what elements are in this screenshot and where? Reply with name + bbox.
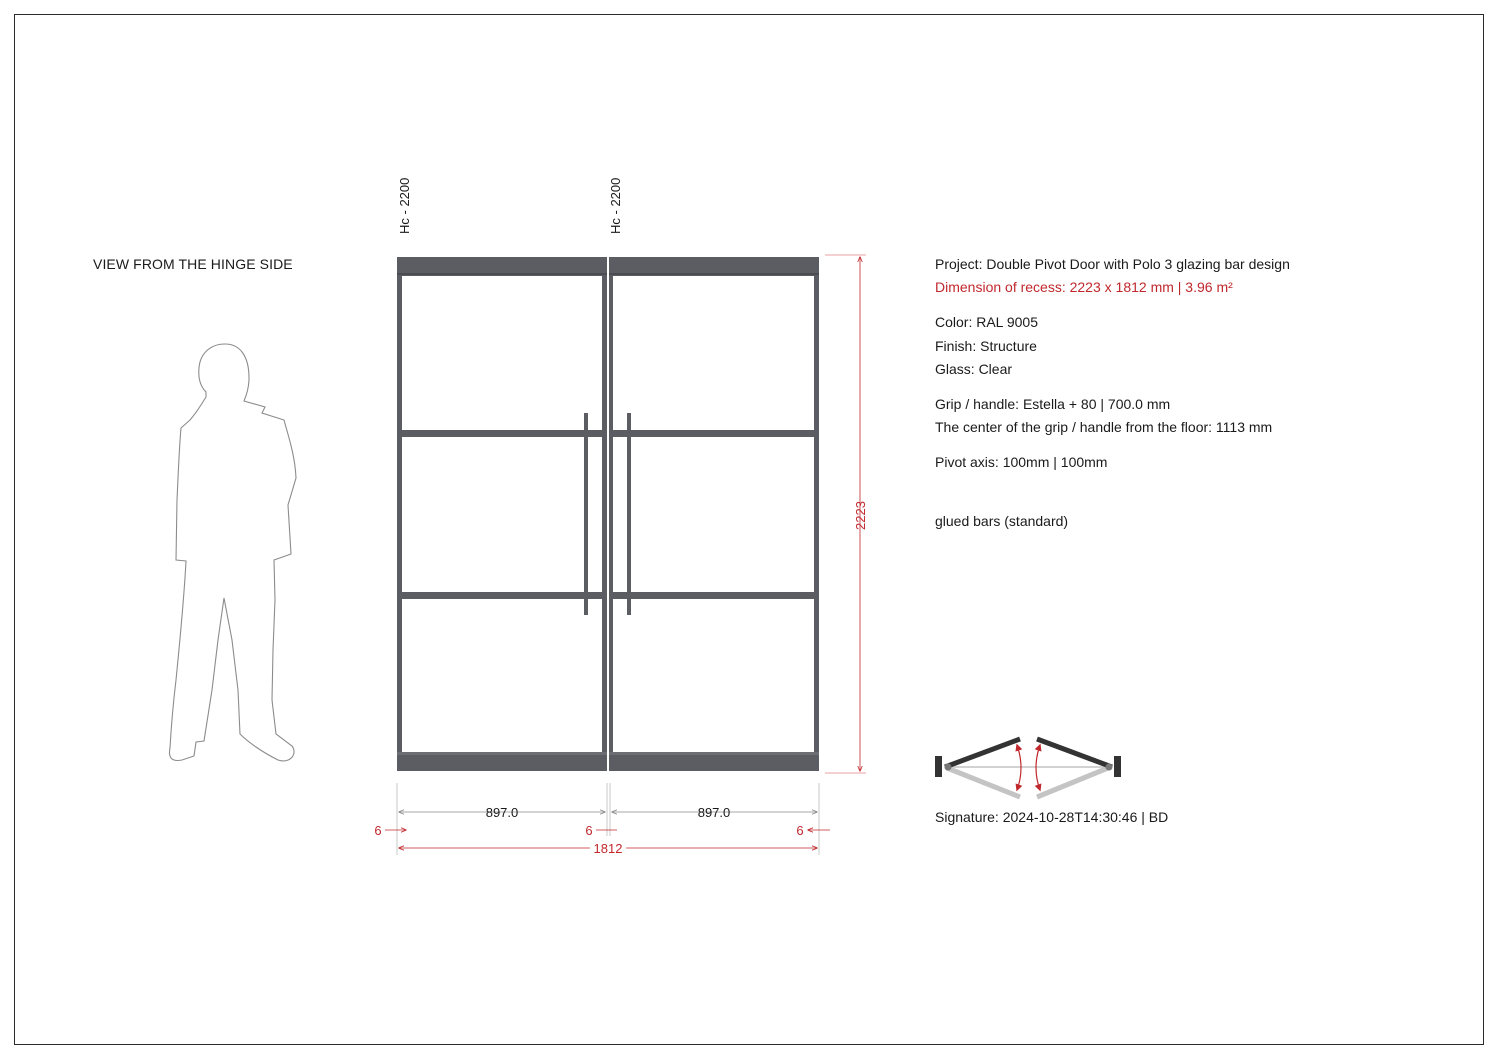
door-right-panel bbox=[609, 257, 819, 771]
panel-width-left: 897.0 bbox=[485, 805, 519, 820]
door-left-panel bbox=[397, 257, 607, 771]
height-dimension bbox=[825, 255, 868, 773]
signature: Signature: 2024-10-28T14:30:46 | BD bbox=[935, 809, 1169, 825]
human-silhouette-icon bbox=[170, 344, 297, 761]
finish-spec: Finish: Structure bbox=[935, 338, 1037, 354]
gap-center: 6 bbox=[585, 823, 593, 838]
total-width-label: 1812 bbox=[593, 841, 623, 856]
project-title: Project: Double Pivot Door with Polo 3 glazing bar design bbox=[935, 256, 1290, 272]
width-dimensions bbox=[374, 783, 830, 856]
pivot-axis-spec: Pivot axis: 100mm | 100mm bbox=[935, 454, 1108, 470]
height-dimension-label: 2223 bbox=[853, 501, 868, 530]
recess-dimension: Dimension of recess: 2223 x 1812 mm | 3.96 m² bbox=[935, 279, 1233, 295]
color-spec: Color: RAL 9005 bbox=[935, 314, 1038, 330]
gap-right: 6 bbox=[796, 823, 804, 838]
glass-spec: Glass: Clear bbox=[935, 361, 1013, 377]
view-title: VIEW FROM THE HINGE SIDE bbox=[93, 256, 293, 272]
gap-left: 6 bbox=[374, 823, 382, 838]
panel-width-right: 897.0 bbox=[697, 805, 731, 820]
grip-center-spec: The center of the grip / handle from the floor: 1113 mm bbox=[935, 419, 1273, 435]
hc-label-left: Hc - 2200 bbox=[397, 177, 412, 234]
bars-spec: glued bars (standard) bbox=[935, 513, 1069, 529]
hc-label-right: Hc - 2200 bbox=[608, 177, 623, 234]
pivot-swing-icon bbox=[935, 739, 1121, 797]
grip-spec: Grip / handle: Estella + 80 | 700.0 mm bbox=[935, 396, 1171, 412]
